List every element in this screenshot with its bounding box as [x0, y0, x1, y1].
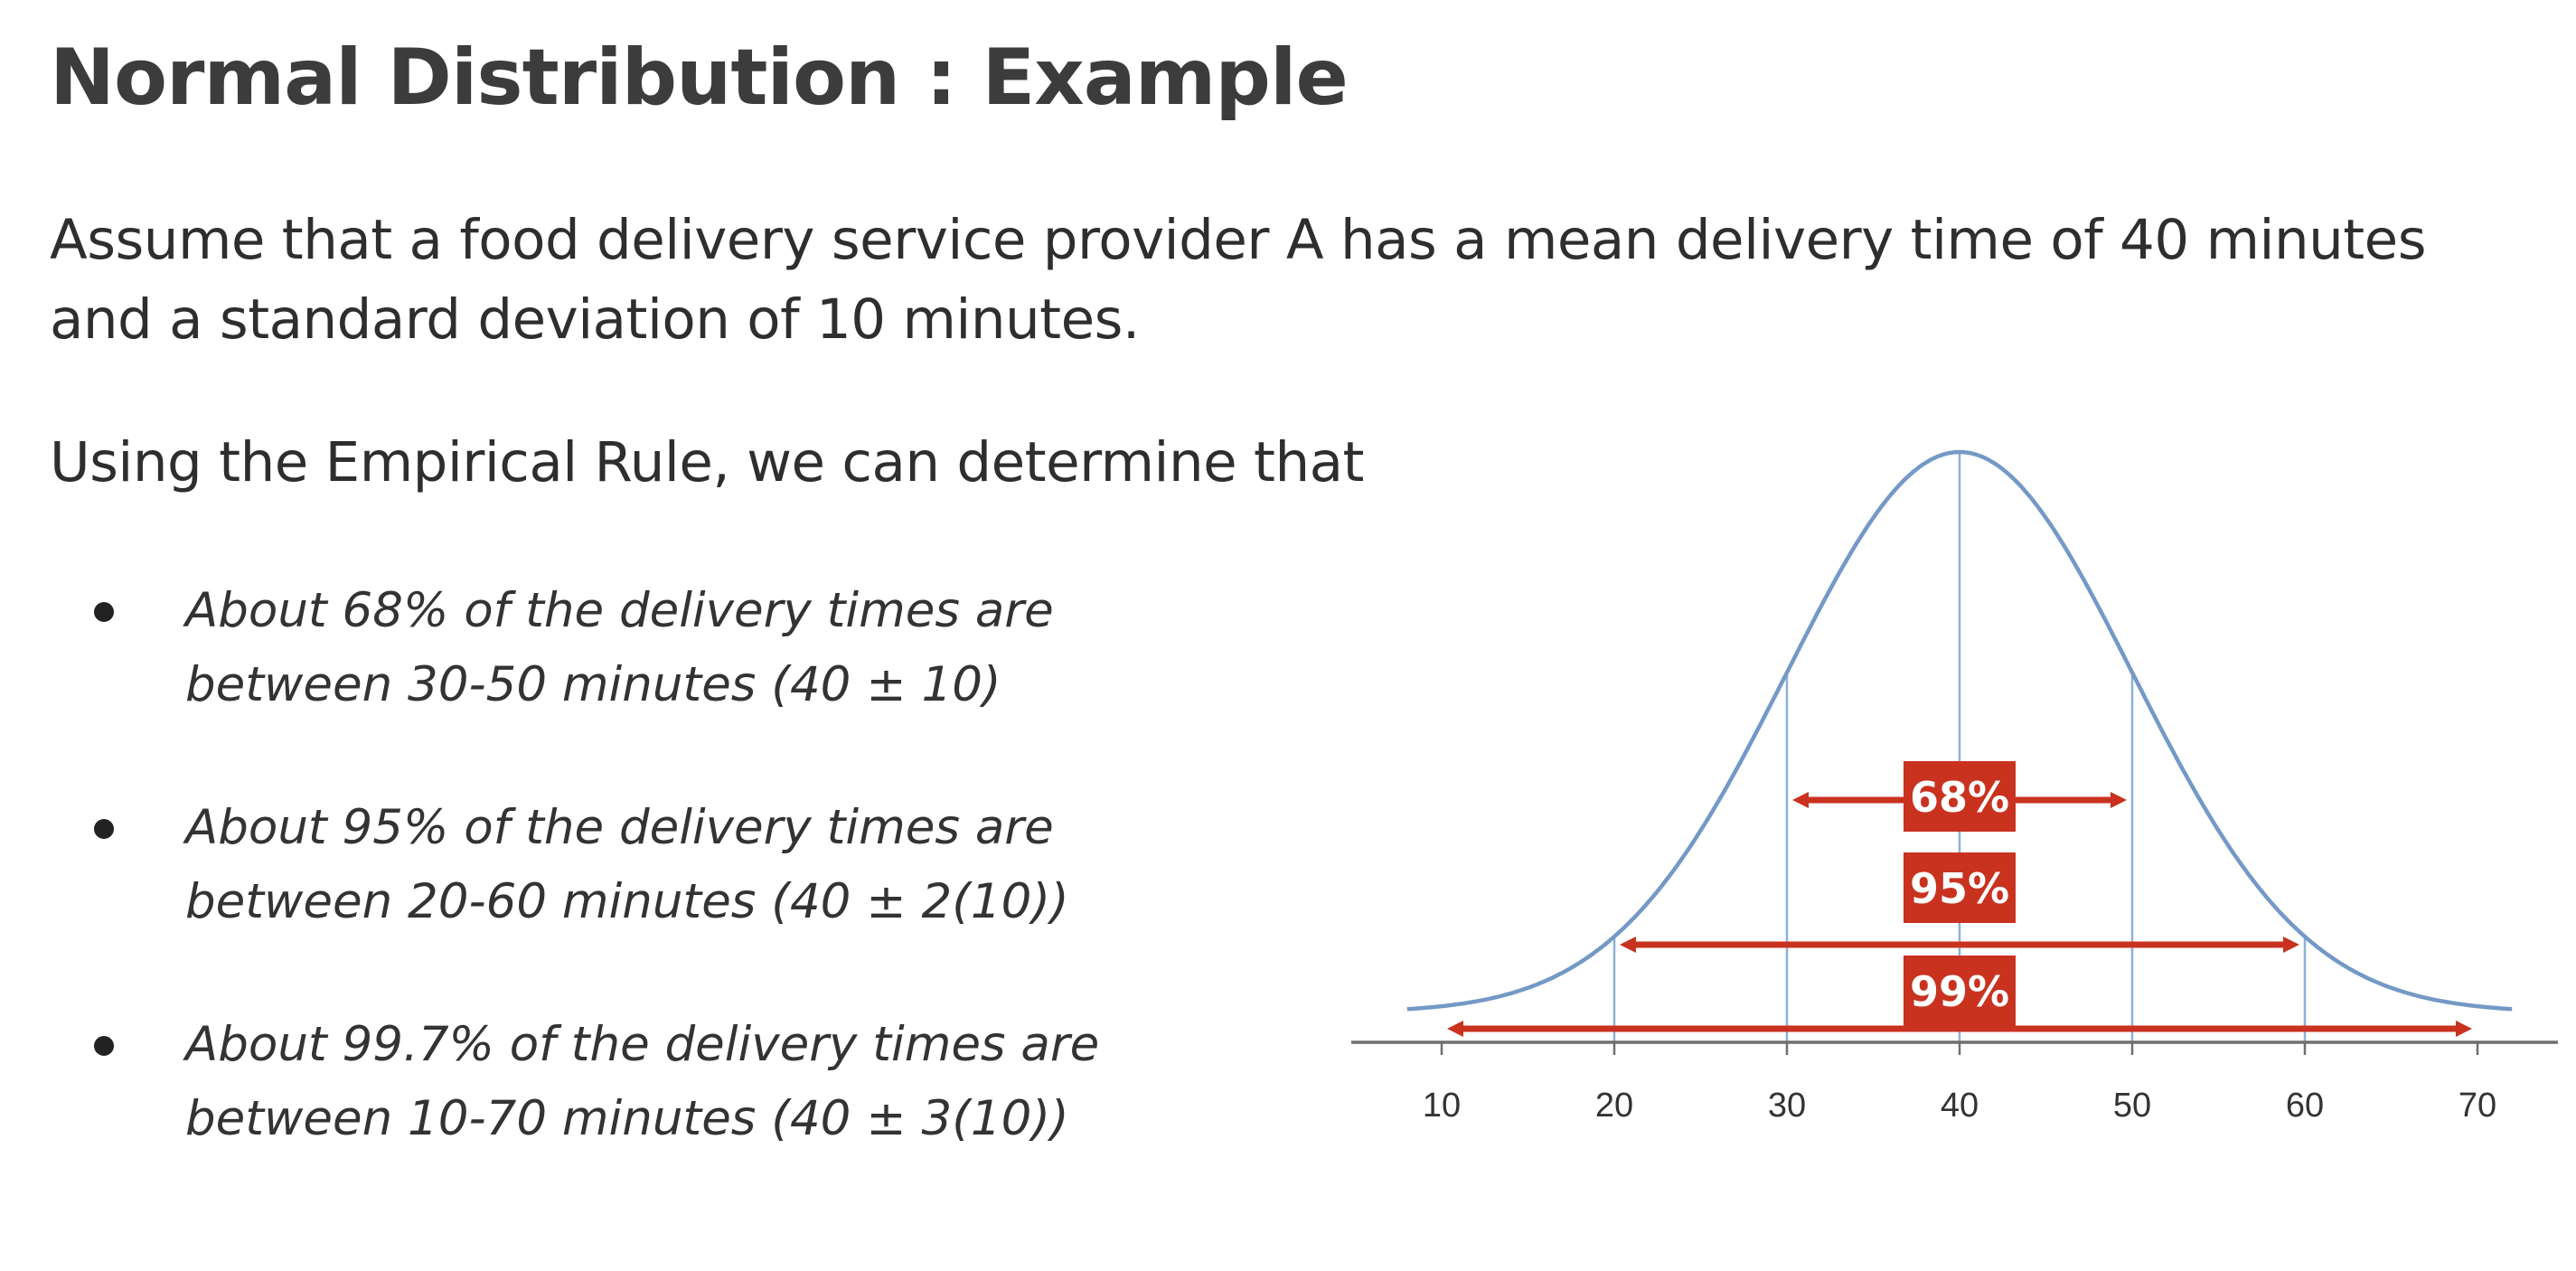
range-arrow-left-head: [1792, 792, 1809, 808]
list-item: [90, 1008, 1099, 1225]
bullet-line: About 68% of the delivery times are: [185, 583, 1054, 638]
x-tick-label: 10: [1422, 1087, 1462, 1125]
list-item: [90, 791, 1099, 1008]
range-arrow-right-head: [2456, 1021, 2472, 1037]
bullet-line: between 10-70 minutes (40 ± 3(10)): [185, 1091, 1069, 1146]
bullet-dot-icon: [94, 819, 114, 839]
range-label: 99%: [1909, 967, 2010, 1016]
x-tick-label: 60: [2285, 1087, 2325, 1125]
x-tick-label: 40: [1940, 1087, 1979, 1125]
range-arrow-right-head: [2111, 792, 2127, 808]
range-label: 95%: [1909, 864, 2010, 913]
bullet-line: About 95% of the delivery times are: [185, 800, 1054, 855]
normal-distribution-chart: [1338, 425, 2567, 1166]
lead-sentence: Using the Empirical Rule, we can determine that: [50, 430, 1364, 494]
slide-title: Normal Distribution : Example: [50, 33, 1348, 123]
list-item: [90, 574, 1099, 791]
x-tick-label: 20: [1594, 1087, 1634, 1125]
range-label: 68%: [1909, 773, 2010, 822]
bullet-line: About 99.7% of the delivery times are: [185, 1017, 1100, 1072]
intro-paragraph: Assume that a food delivery service provider A has a mean delivery time of 40 minutes and a standard deviation of 10 minutes.: [50, 208, 2426, 352]
range-arrow-left-head: [1447, 1021, 1463, 1037]
empirical-rule-list: [90, 574, 1099, 1225]
range-arrow-left-head: [1620, 937, 1636, 953]
bullet-line: between 20-60 minutes (40 ± 2(10)): [185, 874, 1069, 929]
bullet-line: between 30-50 minutes (40 ± 10): [185, 657, 1001, 712]
range-arrow-right-head: [2283, 937, 2299, 953]
bullet-dot-icon: [94, 1036, 114, 1056]
x-tick-label: 30: [1767, 1087, 1807, 1125]
bullet-dot-icon: [94, 602, 114, 622]
x-tick-label: 70: [2458, 1087, 2497, 1125]
x-tick-label: 50: [2112, 1087, 2152, 1125]
